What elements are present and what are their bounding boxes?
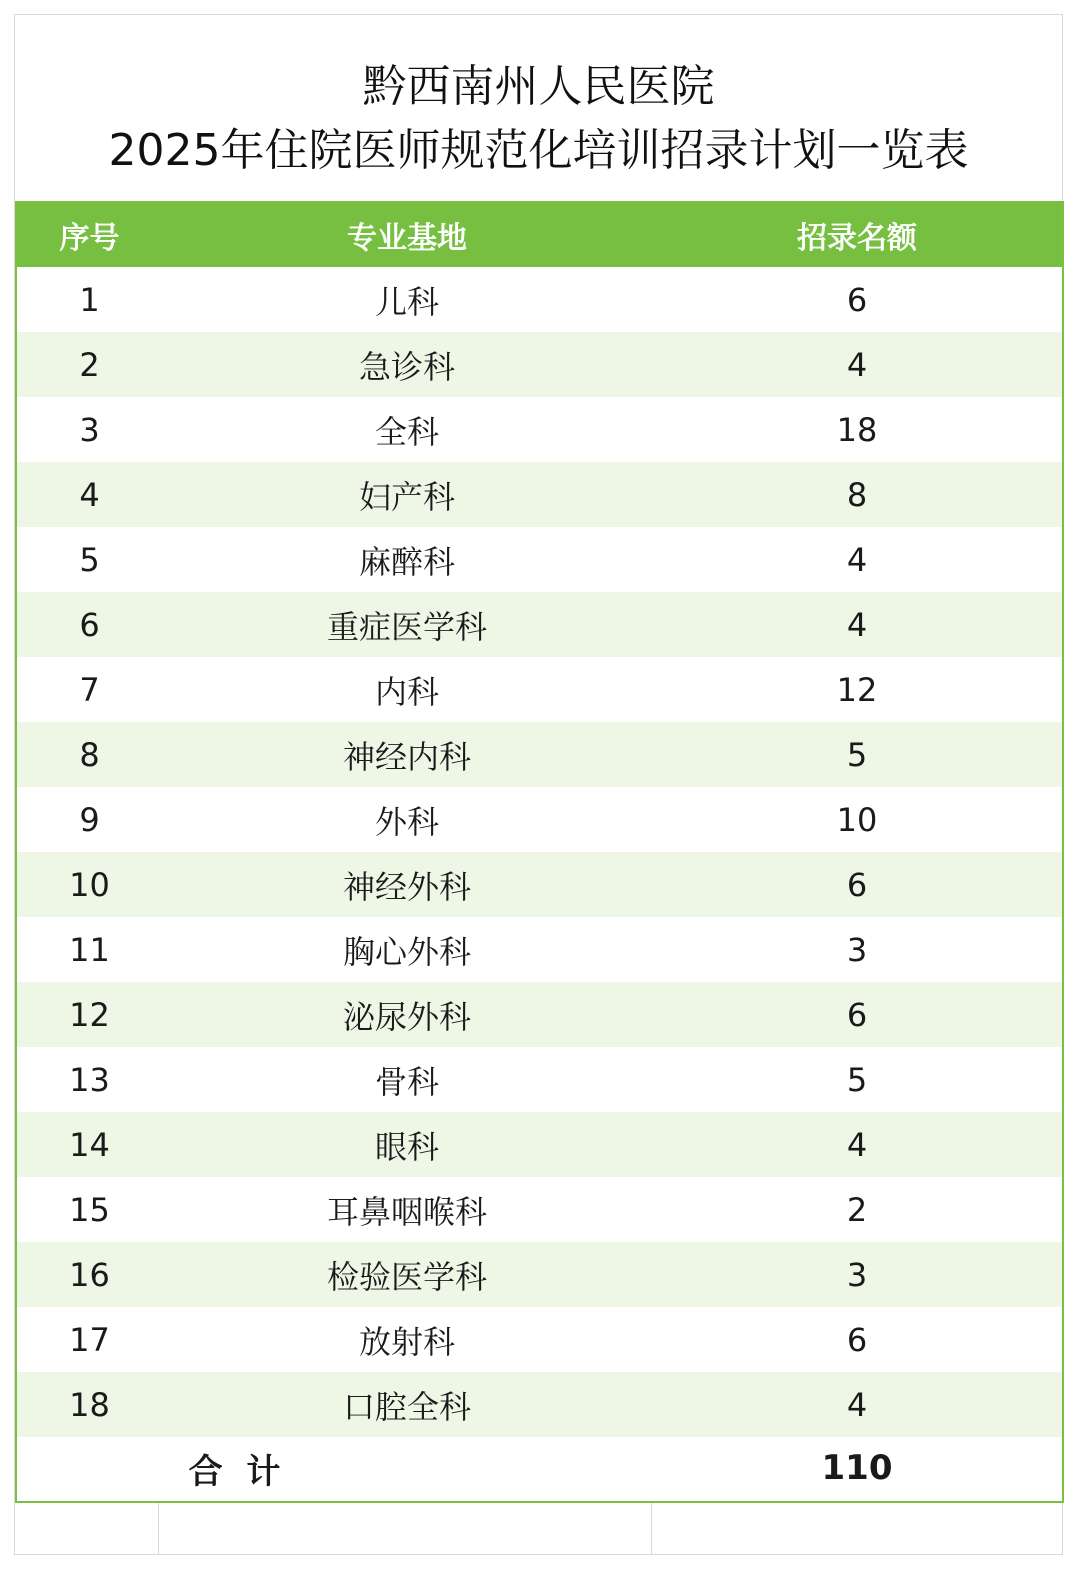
row-index: 11 (69, 930, 110, 969)
row-quota: 6 (652, 982, 1062, 1047)
row-specialty: 眼科 (162, 1112, 652, 1177)
row-specialty: 神经内科 (162, 722, 652, 787)
row-index: 14 (17, 1112, 162, 1177)
header-quota: 招录名额 (652, 203, 1062, 267)
table-row (17, 982, 1062, 1047)
row-index: 9 (79, 800, 100, 839)
row-index: 3 (79, 410, 100, 449)
table-row (17, 527, 1062, 592)
table-header-row (17, 203, 1062, 267)
row-quota: 4 (652, 332, 1062, 397)
row-specialty: 检验医学科 (162, 1242, 652, 1307)
empty-row-strip (15, 1503, 1062, 1555)
header-index: 序号 (17, 203, 162, 267)
row-specialty: 妇产科 (162, 462, 652, 527)
row-index: 8 (17, 722, 162, 787)
row-quota: 18 (836, 410, 878, 449)
row-specialty: 内科 (374, 672, 439, 711)
row-specialty: 重症医学科 (162, 592, 652, 657)
total-label: 合 计 (17, 1437, 652, 1499)
row-specialty: 口腔全科 (162, 1372, 652, 1437)
row-specialty: 骨科 (374, 1062, 439, 1101)
row-quota: 6 (652, 852, 1062, 917)
row-quota: 2 (846, 1190, 868, 1229)
row-quota: 6 (846, 280, 868, 319)
plan-title: 2025年住院医师规范化培训招录计划一览表 (108, 125, 969, 176)
row-quota: 4 (652, 592, 1062, 657)
row-quota: 3 (652, 1242, 1062, 1307)
row-index: 6 (17, 592, 162, 657)
table-row (17, 267, 1062, 332)
table-row (17, 917, 1062, 982)
table-row (17, 852, 1062, 917)
row-index: 7 (79, 670, 100, 709)
table-body (17, 267, 1062, 1499)
row-index: 4 (17, 462, 162, 527)
row-specialty: 儿科 (374, 282, 439, 321)
row-quota: 10 (836, 800, 878, 839)
table-row (17, 1307, 1062, 1372)
row-quota: 5 (652, 722, 1062, 787)
row-quota: 5 (846, 1060, 868, 1099)
table-row (17, 657, 1062, 722)
recruitment-table-container (15, 201, 1064, 1503)
row-specialty: 急诊科 (162, 332, 652, 397)
row-index: 5 (79, 540, 100, 579)
row-quota: 4 (846, 540, 868, 579)
recruitment-table (17, 203, 1062, 1499)
row-index: 13 (69, 1060, 110, 1099)
row-index: 1 (79, 280, 100, 319)
table-row (17, 462, 1062, 527)
table-row (17, 1242, 1062, 1307)
table-row (17, 1177, 1062, 1242)
table-row (17, 397, 1062, 462)
row-index: 18 (17, 1372, 162, 1437)
table-row (17, 1047, 1062, 1112)
row-index: 16 (17, 1242, 162, 1307)
row-quota: 8 (652, 462, 1062, 527)
row-specialty: 放射科 (358, 1322, 455, 1361)
grid-divider (158, 1503, 159, 1555)
row-specialty: 泌尿外科 (162, 982, 652, 1047)
table-row (17, 592, 1062, 657)
title-block (15, 15, 1062, 201)
row-specialty: 外科 (374, 802, 439, 841)
grid-divider (651, 1503, 652, 1555)
row-quota: 3 (846, 930, 868, 969)
row-index: 12 (17, 982, 162, 1047)
table-row (17, 722, 1062, 787)
row-quota: 4 (652, 1112, 1062, 1177)
total-value: 110 (652, 1437, 1062, 1499)
row-index: 17 (69, 1320, 110, 1359)
hospital-title: 黔西南州人民医院 (362, 61, 715, 112)
row-specialty: 麻醉科 (358, 542, 455, 581)
row-index: 2 (17, 332, 162, 397)
row-quota: 12 (836, 670, 878, 709)
row-quota: 6 (846, 1320, 868, 1359)
row-index: 15 (69, 1190, 110, 1229)
table-row (17, 787, 1062, 852)
header-specialty: 专业基地 (162, 203, 652, 267)
document-sheet (14, 14, 1063, 1555)
row-specialty: 耳鼻咽喉科 (326, 1192, 487, 1231)
row-specialty: 胸心外科 (342, 932, 471, 971)
table-row (17, 332, 1062, 397)
row-index: 10 (17, 852, 162, 917)
row-quota: 4 (652, 1372, 1062, 1437)
row-specialty: 神经外科 (162, 852, 652, 917)
table-row (17, 1372, 1062, 1437)
row-specialty: 全科 (374, 412, 439, 451)
table-row (17, 1112, 1062, 1177)
total-row (17, 1437, 1062, 1499)
